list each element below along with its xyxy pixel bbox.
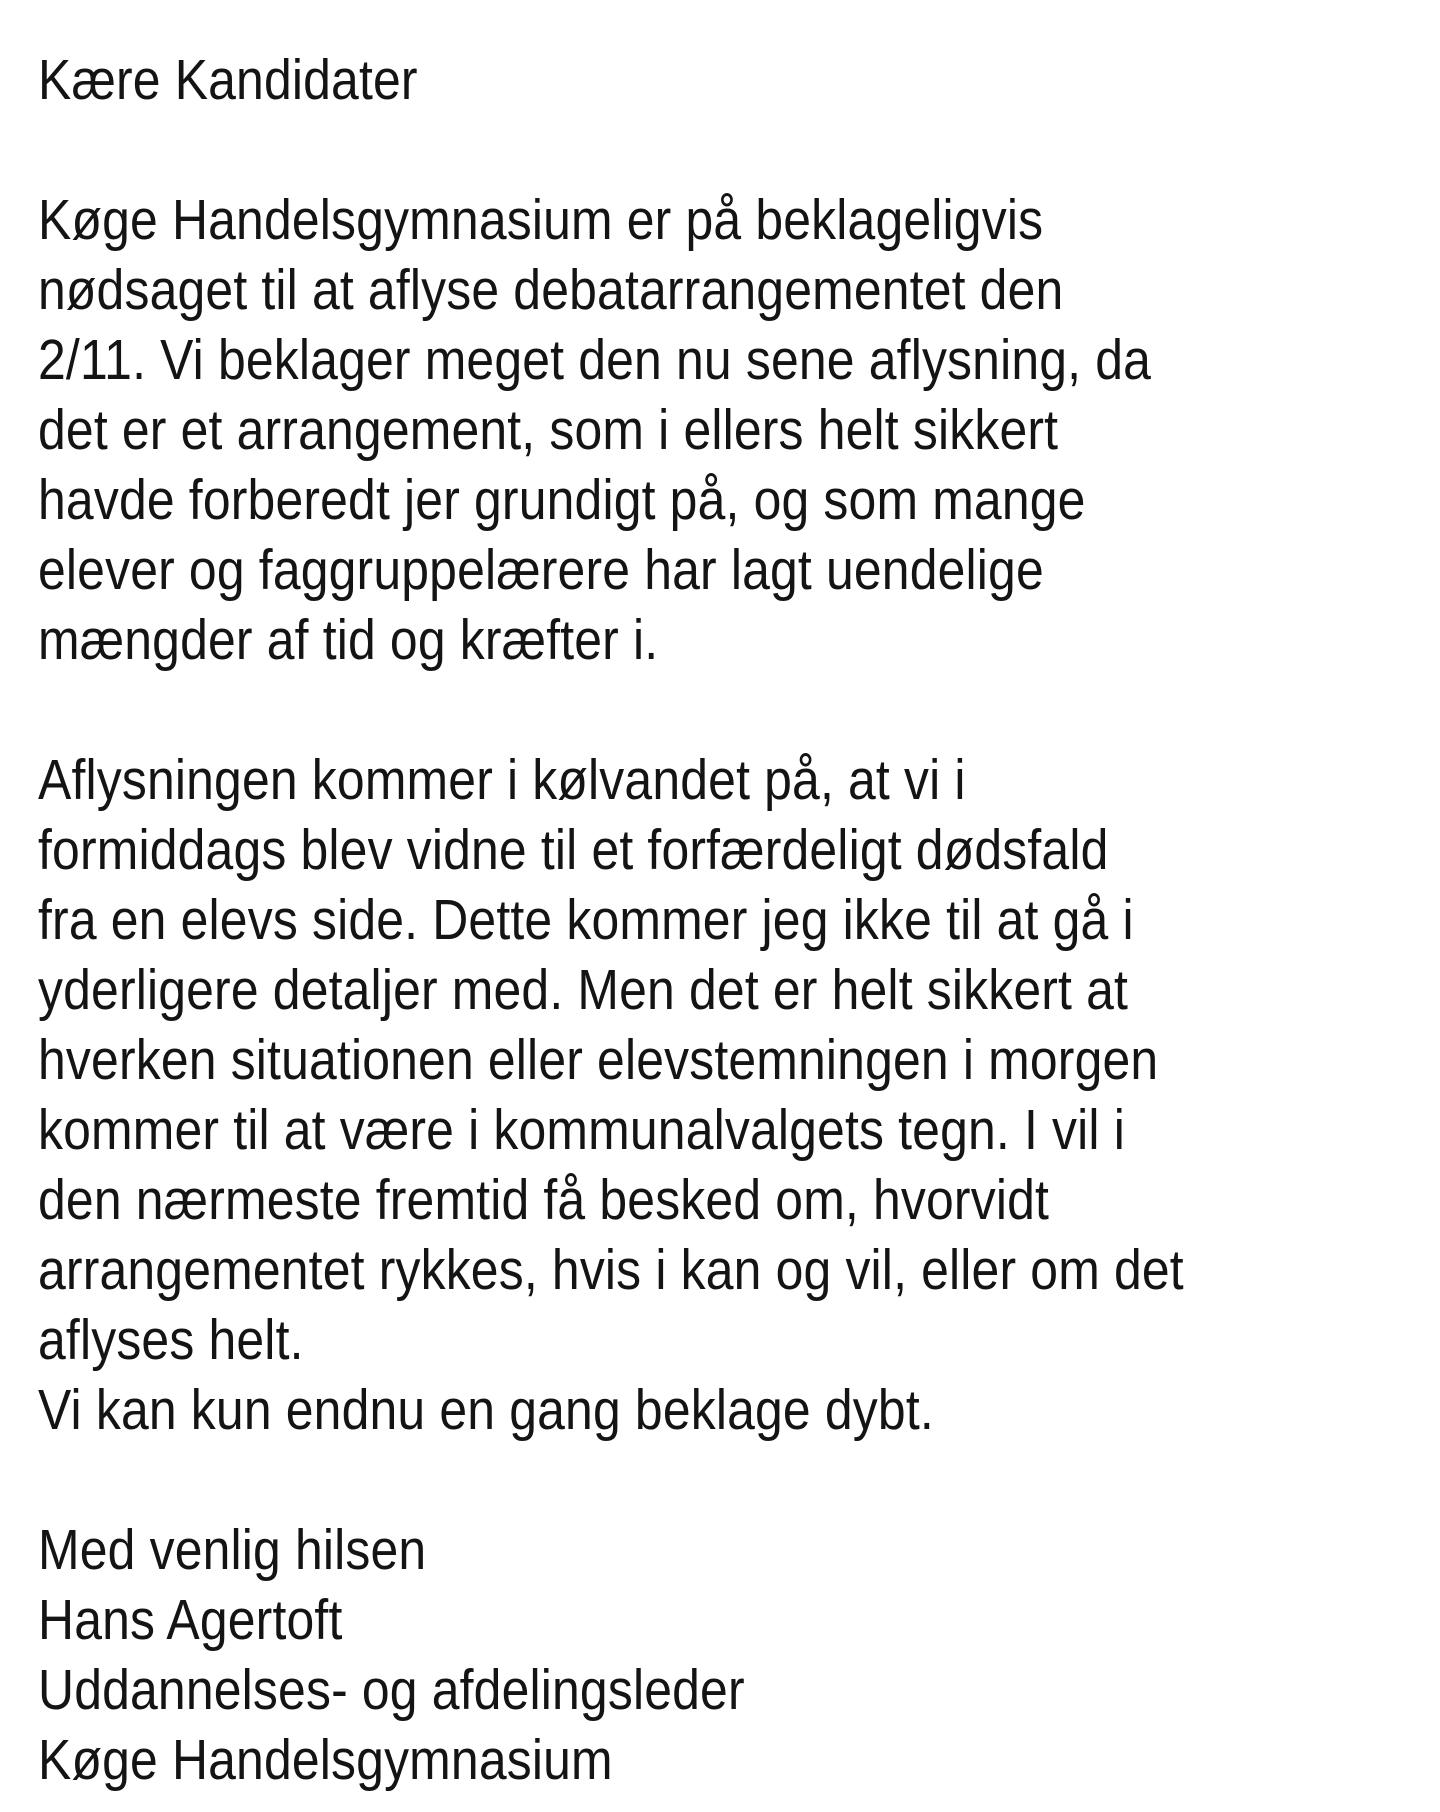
signature-closing: Med venlig hilsen [38,1518,427,1582]
paragraph-line: kommer til at være i kommunalvalgets tegn. I vil i [38,1098,1125,1162]
paragraph-spacer [38,675,1438,745]
signature-name: Hans Agertoft [38,1588,343,1652]
paragraph-line: yderligere detaljer med. Men det er helt sikkert at [38,958,1129,1022]
paragraph-line: nødsaget til at aflyse debatarrangementet den [38,258,1064,322]
paragraph-line: Aflysningen kommer i kølvandet på, at vi i [38,748,966,812]
paragraph-spacer [38,1445,1438,1515]
paragraph-2 [38,745,1438,1445]
paragraph-line: Vi kan kun endnu en gang beklage dybt. [38,1378,934,1442]
paragraph-line: formiddags blev vidne til et forfærdeligt dødsfald [38,818,1109,882]
paragraph-line: Køge Handelsgymnasium er på beklageligvis [38,188,1044,252]
paragraph-line: arrangementet rykkes, hvis i kan og vil, eller om det [38,1238,1184,1302]
paragraph-line: hverken situationen eller elevstemningen i morgen [38,1028,1159,1092]
signature-block [38,1515,1438,1795]
salutation-block [38,45,1438,115]
salutation: Kære Kandidater [38,48,418,112]
letter-body [38,45,1438,1795]
paragraph-line: havde forberedt jer grundigt på, og som mange [38,468,1086,532]
paragraph-line: 2/11. Vi beklager meget den nu sene aflysning, da [38,328,1152,392]
paragraph-line: elever og faggruppelærere har lagt uendelige [38,538,1044,602]
paragraph-1 [38,185,1438,675]
signature-organization: Køge Handelsgymnasium [38,1728,613,1792]
paragraph-spacer [38,115,1438,185]
paragraph-line: aflyses helt. [38,1308,304,1372]
paragraph-line: den nærmeste fremtid få besked om, hvorvidt [38,1168,1050,1232]
paragraph-line: det er et arrangement, som i ellers helt sikkert [38,398,1059,462]
paragraph-line: fra en elevs side. Dette kommer jeg ikke til at gå i [38,888,1134,952]
signature-title: Uddannelses- og afdelingsleder [38,1658,745,1722]
paragraph-line: mængder af tid og kræfter i. [38,608,659,672]
